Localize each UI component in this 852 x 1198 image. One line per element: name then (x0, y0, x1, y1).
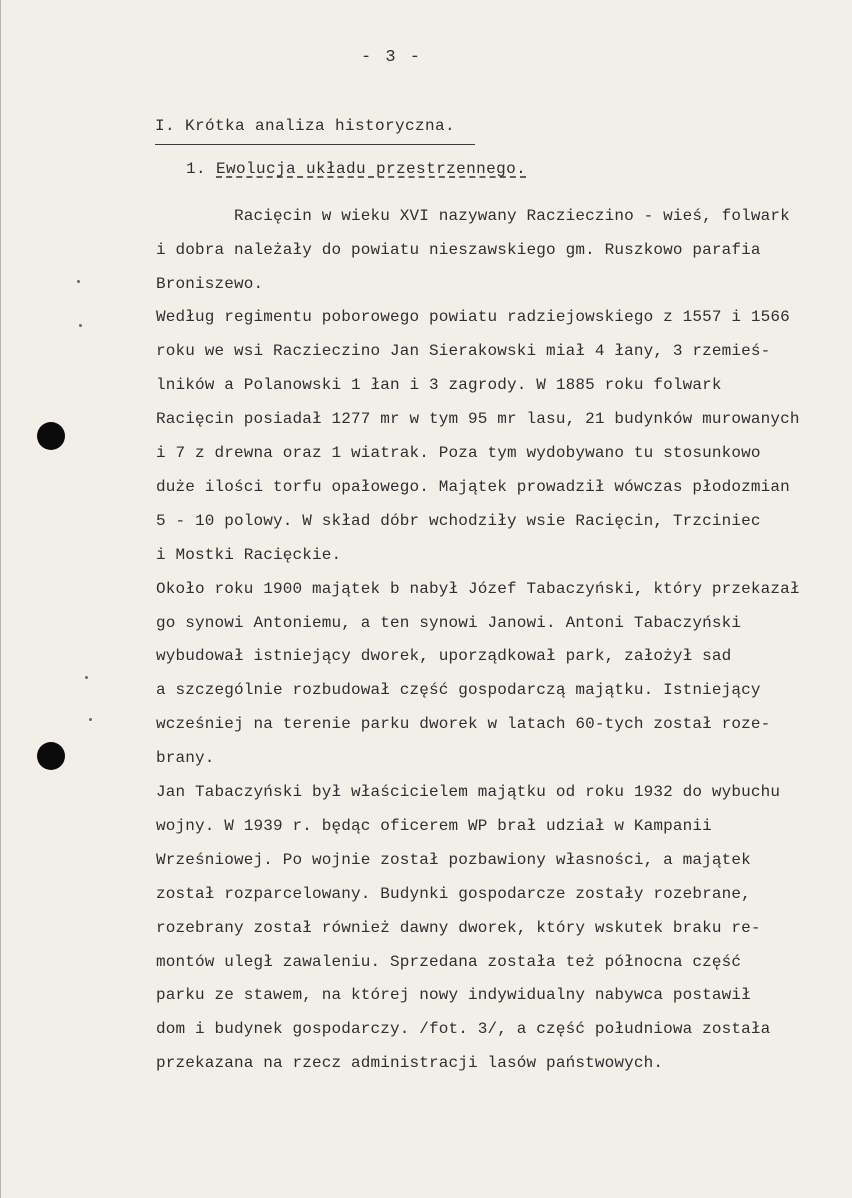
body-line: i Mostki Racięckie. (156, 546, 342, 564)
paper-speck (77, 280, 80, 283)
body-line: go synowi Antoniemu, a ten synowi Janowi. Antoni Tabaczyński (156, 614, 742, 632)
paper-speck (85, 676, 88, 679)
body-line: Racięcin w wieku XVI nazywany Raczieczino - wieś, folwark (156, 207, 790, 225)
body-line: brany. (156, 749, 215, 767)
body-line: roku we wsi Raczieczino Jan Sierakowski miał 4 łany, 3 rzemieś- (156, 342, 771, 360)
page-number: - 3 - (361, 48, 423, 67)
section-heading-text: I. Krótka analiza historyczna. (155, 117, 456, 135)
body-line: lników a Polanowski 1 łan i 3 zagrody. W 1885 roku folwark (156, 376, 722, 394)
section-heading (155, 117, 455, 135)
body-line: Racięcin posiadał 1277 mr w tym 95 mr lasu, 21 budynków murowanych (156, 410, 800, 428)
body-line: a szczególnie rozbudował część gospodarczą majątku. Istniejący (156, 681, 761, 699)
body-line: wybudował istniejący dworek, uporządkował park, założył sad (156, 647, 732, 665)
body-line: montów uległ zawaleniu. Sprzedana została też północna część (156, 953, 742, 971)
body-line: wcześniej na terenie parku dworek w latach 60-tych został roze- (156, 715, 771, 733)
body-line: Według regimentu poborowego powiatu radziejowskiego z 1557 i 1566 (156, 308, 790, 326)
body-line: 5 - 10 polowy. W skład dóbr wchodziły wsie Racięcin, Trzciniec (156, 512, 761, 530)
body-line: Broniszewo. (156, 275, 264, 293)
subsection-heading (186, 160, 526, 178)
subsection-number: 1. (186, 160, 207, 178)
body-line: i 7 z drewna oraz 1 wiatrak. Poza tym wydobywano tu stosunkowo (156, 444, 761, 462)
paper-speck (89, 718, 92, 721)
body-line: Około roku 1900 majątek b nabył Józef Tabaczyński, który przekazał (156, 580, 800, 598)
section-heading-underline (155, 144, 475, 145)
punch-hole (37, 742, 65, 770)
body-line: i dobra należały do powiatu nieszawskiego gm. Ruszkowo parafia (156, 241, 761, 259)
body-line: rozebrany został również dawny dworek, który wskutek braku re- (156, 919, 761, 937)
punch-hole (37, 422, 65, 450)
body-line: Jan Tabaczyński był właścicielem majątku od roku 1932 do wybuchu (156, 783, 781, 801)
body-line: przekazana na rzecz administracji lasów państwowych. (156, 1054, 664, 1072)
body-line: został rozparcelowany. Budynki gospodarcze zostały rozebrane, (156, 885, 751, 903)
body-line: wojny. W 1939 r. będąc oficerem WP brał udział w Kampanii (156, 817, 712, 835)
paper-speck (79, 324, 82, 327)
subsection-title: Ewolucja układu przestrzennego. (216, 160, 527, 178)
body-line: duże ilości torfu opałowego. Majątek prowadził wówczas płodozmian (156, 478, 790, 496)
body-line: dom i budynek gospodarczy. /fot. 3/, a część południowa została (156, 1020, 771, 1038)
body-line: Wrześniowej. Po wojnie został pozbawiony własności, a majątek (156, 851, 751, 869)
body-line: parku ze stawem, na której nowy indywidualny nabywca postawił (156, 986, 751, 1004)
